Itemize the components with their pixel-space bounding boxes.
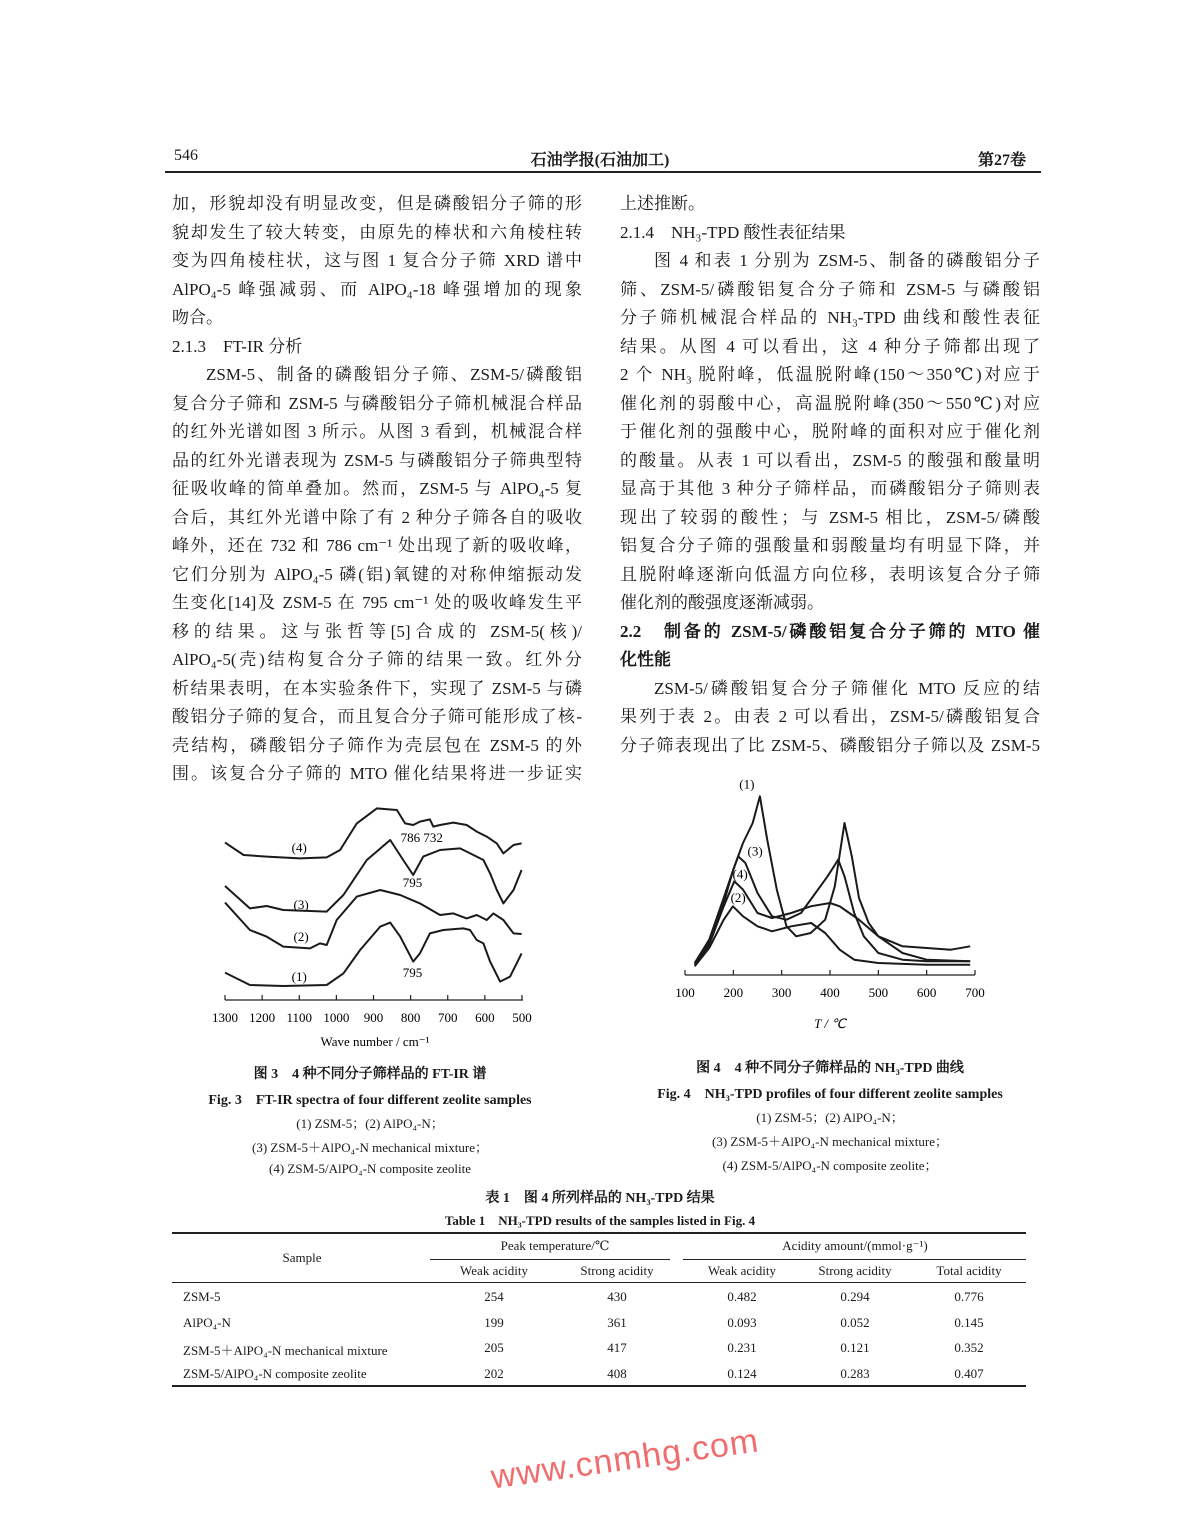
text-line: 催化剂的酸强度逐渐减弱。 — [620, 593, 824, 612]
table-cell: 0.352 — [954, 1340, 984, 1355]
x-tick-label: 300 — [771, 985, 792, 1000]
text-line: 的酸量。从表 1 可以看出，ZSM-5 的酸强和酸量明 — [620, 450, 1040, 470]
text-line: 貌却发生了较大转变，由原先的棒状和六角棱柱转 — [172, 222, 582, 242]
fig3-legend-line: (4) ZSM-5/AlPO₄-N composite zeolite — [268, 1161, 472, 1176]
text-line: 它们分别为 AlPO₄-5 磷(铝)氧键的对称伸缩振动发 — [172, 564, 582, 584]
table-cell: 0.283 — [840, 1365, 870, 1381]
text-line: 果列于表 2。由表 2 可以看出，ZSM-5/磷酸铝复合 — [620, 707, 1040, 726]
table-cell: 0.776 — [954, 1289, 984, 1304]
text-line: 变为四角棱柱状，这与图 1 复合分子筛 XRD 谱中 — [172, 251, 582, 270]
fig3-legend-line: (1) ZSM-5；(2) AlPO₄-N； — [296, 1116, 444, 1131]
table-bottom-rule — [172, 1385, 1026, 1387]
volume-label: 第27卷 — [977, 152, 1026, 169]
table-group-rule — [683, 1259, 1026, 1260]
text-line: 移的结果。这与张哲等[5]合成的 ZSM-5(核)/ — [172, 621, 582, 641]
curve-label: (1) — [739, 776, 755, 792]
section-heading: 2.2 制备的 ZSM-5/磷酸铝复合分子筛的 MTO 催 — [620, 621, 1040, 641]
fig4-caption-en: Fig. 4 NH₃-TPD profiles of four different zeolite samples — [657, 1087, 1003, 1102]
curve-label: (1) — [291, 969, 307, 984]
x-tick-label: 1100 — [286, 1010, 313, 1025]
curve-label: (4) — [732, 866, 748, 882]
table-cell: 205 — [484, 1340, 504, 1355]
text-line: 催化剂的弱酸中心，高温脱附峰(350～550℃)对应 — [620, 393, 1040, 413]
table-cell-sample: ZSM-5 — [183, 1289, 221, 1304]
x-tick-label: 600 — [916, 985, 937, 1000]
series-line-3 — [225, 840, 522, 912]
text-line: 现出了较弱的酸性；与 ZSM-5 相比，ZSM-5/磷酸 — [620, 507, 1040, 527]
text-line: ZSM-5/磷酸铝复合分子筛催化 MTO 反应的结 — [654, 678, 1040, 698]
watermark: www.cnmhg.com — [488, 1421, 762, 1497]
curve-label: 795 — [402, 965, 423, 980]
table-cell: 254 — [484, 1289, 504, 1304]
table-header: Weak acidity — [708, 1263, 776, 1278]
table-cell: 408 — [607, 1365, 627, 1381]
table-cell-sample: ZSM-5/AlPO₄-N composite zeolite — [183, 1365, 367, 1381]
x-tick-label: 1200 — [249, 1010, 276, 1025]
curve-label: (4) — [291, 840, 307, 855]
table1-caption-cn: 表 1 图 4 所列样品的 NH₃-TPD 结果 — [485, 1191, 715, 1206]
text-line: 且脱附峰逐渐向低温方向位移，表明该复合分子筛 — [620, 564, 1040, 584]
text-line: AlPO₄-5(壳)结构复合分子筛的结果一致。红外分 — [172, 650, 582, 669]
table-header: Strong acidity — [818, 1263, 892, 1278]
x-tick-label: 700 — [438, 1010, 458, 1025]
x-tick-label: 400 — [820, 985, 840, 1000]
table-group-header: Peak temperature/℃ — [500, 1238, 610, 1253]
text-line: ZSM-5、制备的磷酸铝分子筛、ZSM-5/磷酸铝 — [206, 365, 582, 384]
text-line: 峰外，还在 732 和 786 cm⁻¹ 处出现了新的吸收峰， — [172, 536, 582, 555]
table-cell: 0.093 — [727, 1314, 757, 1330]
table-header-rule — [172, 1282, 1026, 1283]
text-line: 品的红外光谱表现为 ZSM-5 与磷酸铝分子筛典型特 — [172, 450, 582, 470]
table1-caption-en: Table 1 NH₃-TPD results of the samples listed in Fig. 4 — [444, 1213, 756, 1228]
table-cell: 417 — [607, 1340, 627, 1355]
text-line: 分子筛表现出了比 ZSM-5、磷酸铝分子筛以及 ZSM-5 — [620, 735, 1040, 755]
text-line: 壳结构，磷酸铝分子筛作为壳层包在 ZSM-5 的外 — [172, 735, 582, 755]
table-group-header: Acidity amount/(mmol·g⁻¹) — [782, 1238, 928, 1253]
text-line: 围。该复合分子筛的 MTO 催化结果将进一步证实 — [172, 764, 582, 783]
table-header: Total acidity — [936, 1263, 1002, 1278]
curve-label: (2) — [293, 929, 309, 944]
table-header-sample: Sample — [282, 1250, 322, 1265]
fig3-legend-line: (3) ZSM-5＋AlPO₄-N mechanical mixture； — [252, 1140, 488, 1155]
text-line: 吻合。 — [172, 308, 223, 327]
fig4-legend-line: (3) ZSM-5＋AlPO₄-N mechanical mixture； — [712, 1134, 948, 1149]
fig3-caption-en: Fig. 3 FT-IR spectra of four different zeolite samples — [208, 1093, 532, 1108]
table-header: Strong acidity — [580, 1263, 654, 1278]
text-line: 筛、ZSM-5/磷酸铝复合分子筛和 ZSM-5 与磷酸铝 — [620, 279, 1040, 299]
text-line: 合后，其红外光谱中除了有 2 种分子筛各自的吸收 — [172, 507, 582, 527]
x-tick-label: 800 — [400, 1010, 421, 1025]
x-tick-label: 500 — [868, 985, 889, 1000]
ftir-chart — [212, 808, 532, 1049]
series-line-4 — [225, 808, 522, 858]
table-group-rule — [430, 1259, 670, 1260]
text-line: 图 4 和表 1 分别为 ZSM-5、制备的磷酸铝分子 — [654, 251, 1040, 270]
text-line: 征吸收峰的简单叠加。然而，ZSM-5 与 AlPO₄-5 复 — [172, 479, 582, 498]
table-cell: 430 — [607, 1289, 627, 1304]
table-top-rule — [172, 1232, 1026, 1234]
table-cell-sample: AlPO₄-N — [183, 1314, 231, 1330]
text-line: 分子筛机械混合样品的 NH₃-TPD 曲线和酸性表征 — [620, 308, 1040, 327]
text-line: 析结果表明，在本实验条件下，实现了 ZSM-5 与磷 — [172, 678, 582, 698]
journal-title: 石油学报(石油加工) — [530, 152, 670, 169]
table-cell: 361 — [607, 1314, 627, 1330]
table-cell: 0.052 — [840, 1314, 870, 1330]
x-tick-label: 600 — [475, 1010, 495, 1025]
series-line-2 — [695, 906, 971, 966]
x-tick-label: 1300 — [212, 1010, 238, 1025]
x-tick-label: 200 — [723, 985, 744, 1000]
curve-label: 795 — [402, 875, 423, 890]
page-number: 546 — [174, 147, 198, 164]
fig4-legend-line: (4) ZSM-5/AlPO₄-N composite zeolite； — [722, 1158, 938, 1173]
table-cell: 0.124 — [727, 1365, 757, 1381]
x-tick-label: 900 — [363, 1010, 384, 1025]
tpd-chart — [675, 777, 985, 1031]
text-line: 于催化剂的强酸中心，脱附峰的面积对应于催化剂 — [620, 422, 1040, 441]
table-cell: 0.294 — [840, 1289, 870, 1304]
text-line: 复合分子筛和 ZSM-5 与磷酸铝分子筛机械混合样品 — [172, 393, 582, 413]
x-axis-label: T / ℃ — [814, 1016, 846, 1031]
text-line: 生变化[14]及 ZSM-5 在 795 cm⁻¹ 处的吸收峰发生平 — [172, 593, 582, 612]
text-line: 铝复合分子筛的强酸量和弱酸量均有明显下降，并 — [620, 536, 1040, 555]
x-axis-label: Wave number / cm⁻¹ — [320, 1034, 430, 1049]
curve-label: (2) — [730, 889, 746, 905]
fig4-caption-cn: 图 4 4 种不同分子筛样品的 NH₃-TPD 曲线 — [696, 1061, 964, 1076]
text-line: 酸铝分子筛的复合，而且复合分子筛可能形成了核- — [172, 707, 582, 726]
section-heading: 化性能 — [620, 650, 671, 669]
x-tick-label: 1000 — [323, 1010, 350, 1025]
table-cell: 0.231 — [727, 1340, 757, 1355]
x-tick-label: 500 — [512, 1010, 532, 1025]
text-line: 2 个 NH₃ 脱附峰，低温脱附峰(150～350℃)对应于 — [620, 365, 1040, 384]
text-line: 的红外光谱如图 3 所示。从图 3 看到，机械混合样 — [172, 422, 582, 441]
text-line: AlPO₄-5 峰强减弱、而 AlPO₄-18 峰强增加的现象 — [172, 279, 582, 299]
table-cell: 0.482 — [727, 1289, 757, 1304]
section-heading: 2.1.4 NH₃-TPD 酸性表征结果 — [620, 222, 846, 242]
table-header: Weak acidity — [460, 1263, 528, 1278]
text-line: 显高于其他 3 种分子筛样品，而磷酸铝分子筛则表 — [620, 479, 1040, 498]
section-heading: 2.1.3 FT-IR 分析 — [172, 336, 303, 356]
curve-label: (3) — [293, 897, 309, 912]
table-cell: 0.407 — [954, 1365, 984, 1381]
curve-label: (3) — [747, 843, 763, 859]
text-line: 结果。从图 4 可以看出，这 4 种分子筛都出现了 — [620, 336, 1040, 356]
text-line: 上述推断。 — [620, 194, 705, 213]
table-cell: 0.145 — [954, 1314, 984, 1330]
table-cell: 199 — [484, 1314, 504, 1330]
series-line-1 — [225, 923, 522, 986]
table-cell: 0.121 — [840, 1340, 870, 1355]
text-line: 加，形貌却没有明显改变，但是磷酸铝分子筛的形 — [172, 194, 582, 213]
table-cell: 202 — [484, 1365, 504, 1381]
fig4-legend-line: (1) ZSM-5；(2) AlPO₄-N； — [756, 1110, 904, 1125]
x-tick-label: 100 — [675, 985, 695, 1000]
curve-label: 786 732 — [400, 830, 443, 845]
fig3-caption-cn: 图 3 4 种不同分子筛样品的 FT-IR 谱 — [253, 1067, 487, 1082]
x-tick-label: 700 — [965, 985, 985, 1000]
table-cell-sample: ZSM-5＋AlPO₄-N mechanical mixture — [183, 1343, 388, 1358]
